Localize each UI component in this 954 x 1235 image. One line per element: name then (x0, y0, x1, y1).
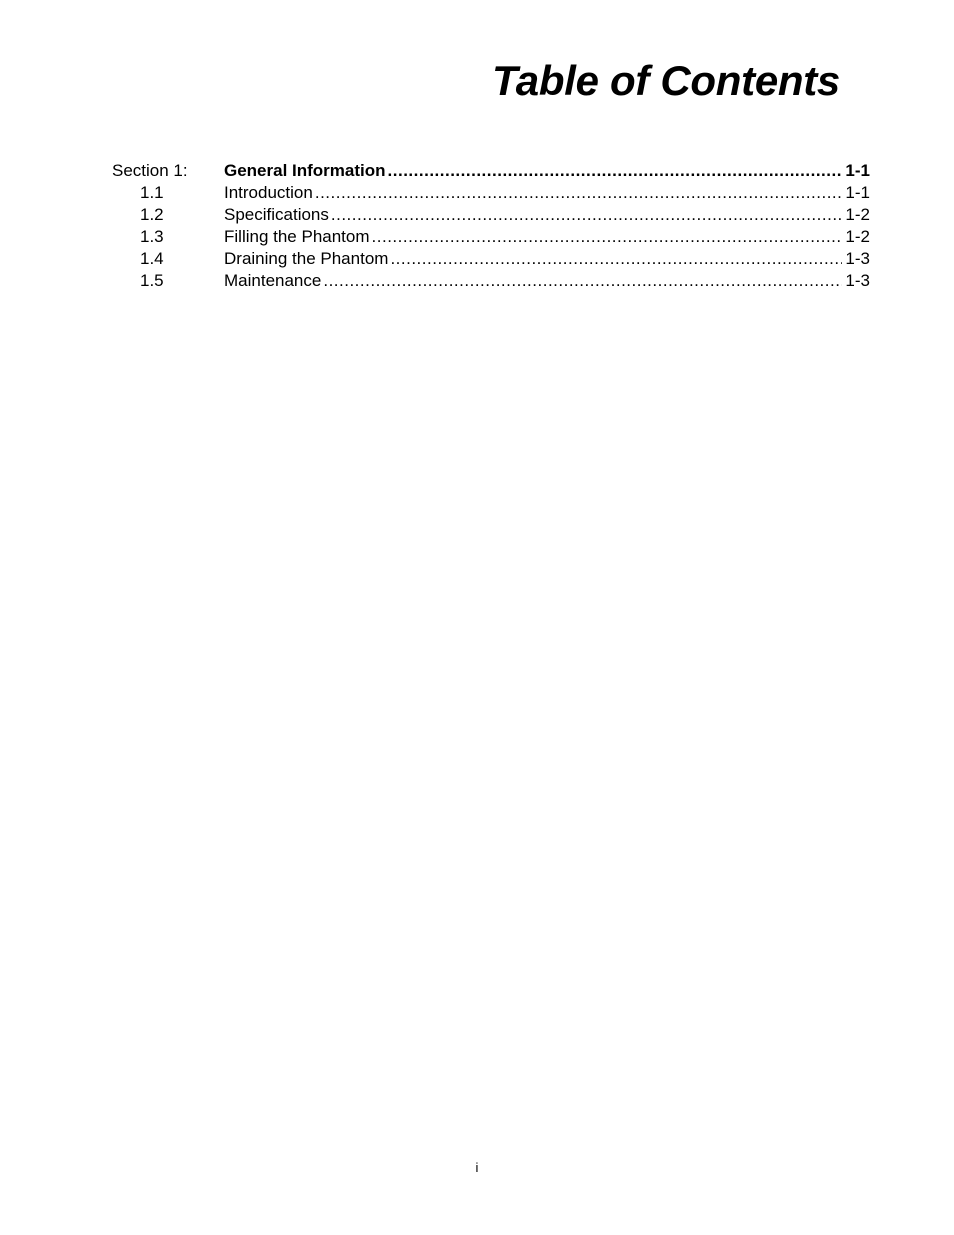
toc-entry-row[interactable] (112, 182, 870, 204)
toc-entry-number: 1.4 (140, 249, 164, 268)
toc-entry-label: Maintenance (224, 271, 322, 290)
toc-section-label: General Information (224, 161, 386, 180)
toc-section-number: Section 1: (112, 161, 188, 180)
toc-entry-page: 1-2 (845, 205, 870, 224)
toc-entry-page: 1-3 (845, 271, 870, 290)
toc-entry-page: 1-3 (845, 249, 870, 268)
table-of-contents (112, 160, 870, 292)
toc-dot-leader (331, 204, 843, 226)
toc-entry-text (224, 160, 870, 182)
toc-entry-page: 1-1 (845, 183, 870, 202)
toc-entry-number: 1.1 (140, 183, 164, 202)
page-number: i (475, 1160, 479, 1175)
toc-dot-leader (390, 248, 842, 270)
toc-entry-row[interactable] (112, 204, 870, 226)
toc-entry-number: 1.5 (140, 271, 164, 290)
toc-entry-text (224, 270, 870, 292)
toc-dot-leader (315, 182, 843, 204)
toc-section-row[interactable] (112, 160, 870, 182)
toc-entry-row[interactable] (112, 226, 870, 248)
toc-entry-page: 1-2 (845, 227, 870, 246)
toc-dot-leader (323, 270, 842, 292)
toc-entry-label: Filling the Phantom (224, 227, 370, 246)
toc-entry-row[interactable] (112, 270, 870, 292)
toc-section-page: 1-1 (845, 161, 870, 180)
toc-entry-text (224, 248, 870, 270)
toc-entry-label: Specifications (224, 205, 329, 224)
toc-entry-number: 1.2 (140, 205, 164, 224)
page-title: Table of Contents (491, 57, 840, 104)
toc-entry-number: 1.3 (140, 227, 164, 246)
toc-entry-row[interactable] (112, 248, 870, 270)
toc-dot-leader (372, 226, 843, 248)
toc-entry-text (224, 226, 870, 248)
toc-entry-text (224, 182, 870, 204)
toc-entry-label: Draining the Phantom (224, 249, 389, 268)
toc-entry-text (224, 204, 870, 226)
toc-entry-label: Introduction (224, 183, 313, 202)
toc-dot-leader (388, 160, 843, 182)
